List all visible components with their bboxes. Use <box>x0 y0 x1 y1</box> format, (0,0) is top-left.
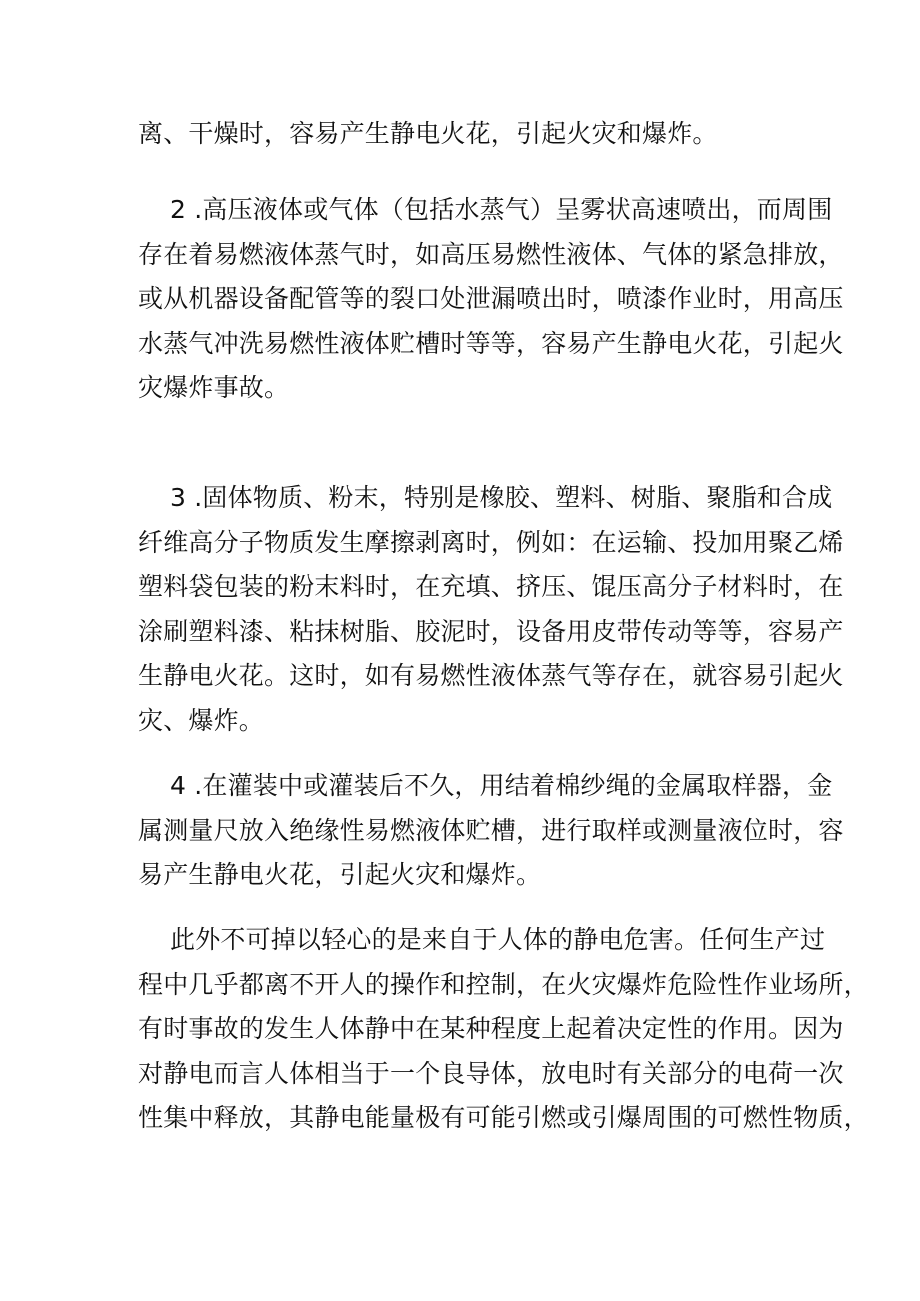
text-line: 2 .高压液体或气体（包括水蒸气）呈雾状高速喷出，而周围 <box>170 195 833 224</box>
text-line: 灾、爆炸。 <box>138 705 265 735</box>
text-line: 有时事故的发生人体静中在某种程度上起着决定性的作用。因为 <box>138 1014 844 1043</box>
text-line: 属测量尺放入绝缘性易燃液体贮槽，进行取样或测量液位时，容 <box>138 815 844 845</box>
text-line: 程中几乎都离不开人的操作和控制，在火灾爆炸危险性作业场所， <box>138 969 869 999</box>
text-line: 4 .在灌装中或灌装后不久，用结着棉纱绳的金属取样器，金 <box>170 771 833 800</box>
paragraph-item-3 <box>138 476 844 743</box>
paragraph-continuation <box>138 112 790 157</box>
text-line: 性集中释放，其静电能量极有可能引燃或引爆周围的可燃性物质， <box>138 1103 869 1132</box>
text-line: 对静电而言人体相当于一个良导体，放电时有关部分的电荷一次 <box>138 1058 844 1088</box>
text-line: 离、干燥时，容易产生静电火花，引起火灾和爆炸。 <box>138 119 718 148</box>
paragraph-human-static <box>138 918 869 1141</box>
text-line: 或从机器设备配管等的裂口处泄漏喷出时，喷漆作业时，用高压 <box>138 284 844 313</box>
text-line: 生静电火花。这时，如有易燃性液体蒸气等存在，就容易引起火 <box>138 661 844 690</box>
paragraph-item-2 <box>138 188 844 411</box>
text-line: 水蒸气冲洗易燃性液体贮槽时等等，容易产生静电火花，引起火 <box>138 328 844 358</box>
text-line: 此外不可掉以轻心的是来自于人体的静电危害。任何生产过 <box>170 925 826 954</box>
text-line: 3 .固体物质、粉末，特别是橡胶、塑料、树脂、聚脂和合成 <box>170 483 833 512</box>
paragraph-item-4 <box>138 764 844 898</box>
text-line: 纤维高分子物质发生摩擦剥离时，例如：在运输、投加用聚乙烯 <box>138 527 844 557</box>
text-line: 灾爆炸事故。 <box>138 373 290 402</box>
text-line: 涂刷塑料漆、粘抹树脂、胶泥时，设备用皮带传动等等，容易产 <box>138 616 844 646</box>
text-line: 存在着易燃液体蒸气时，如高压易燃性液体、气体的紧急排放， <box>138 239 844 269</box>
text-line: 塑料袋包装的粉末料时，在充填、挤压、馄压高分子材料时，在 <box>138 572 844 601</box>
text-line: 易产生静电火花，引起火灾和爆炸。 <box>138 860 542 889</box>
